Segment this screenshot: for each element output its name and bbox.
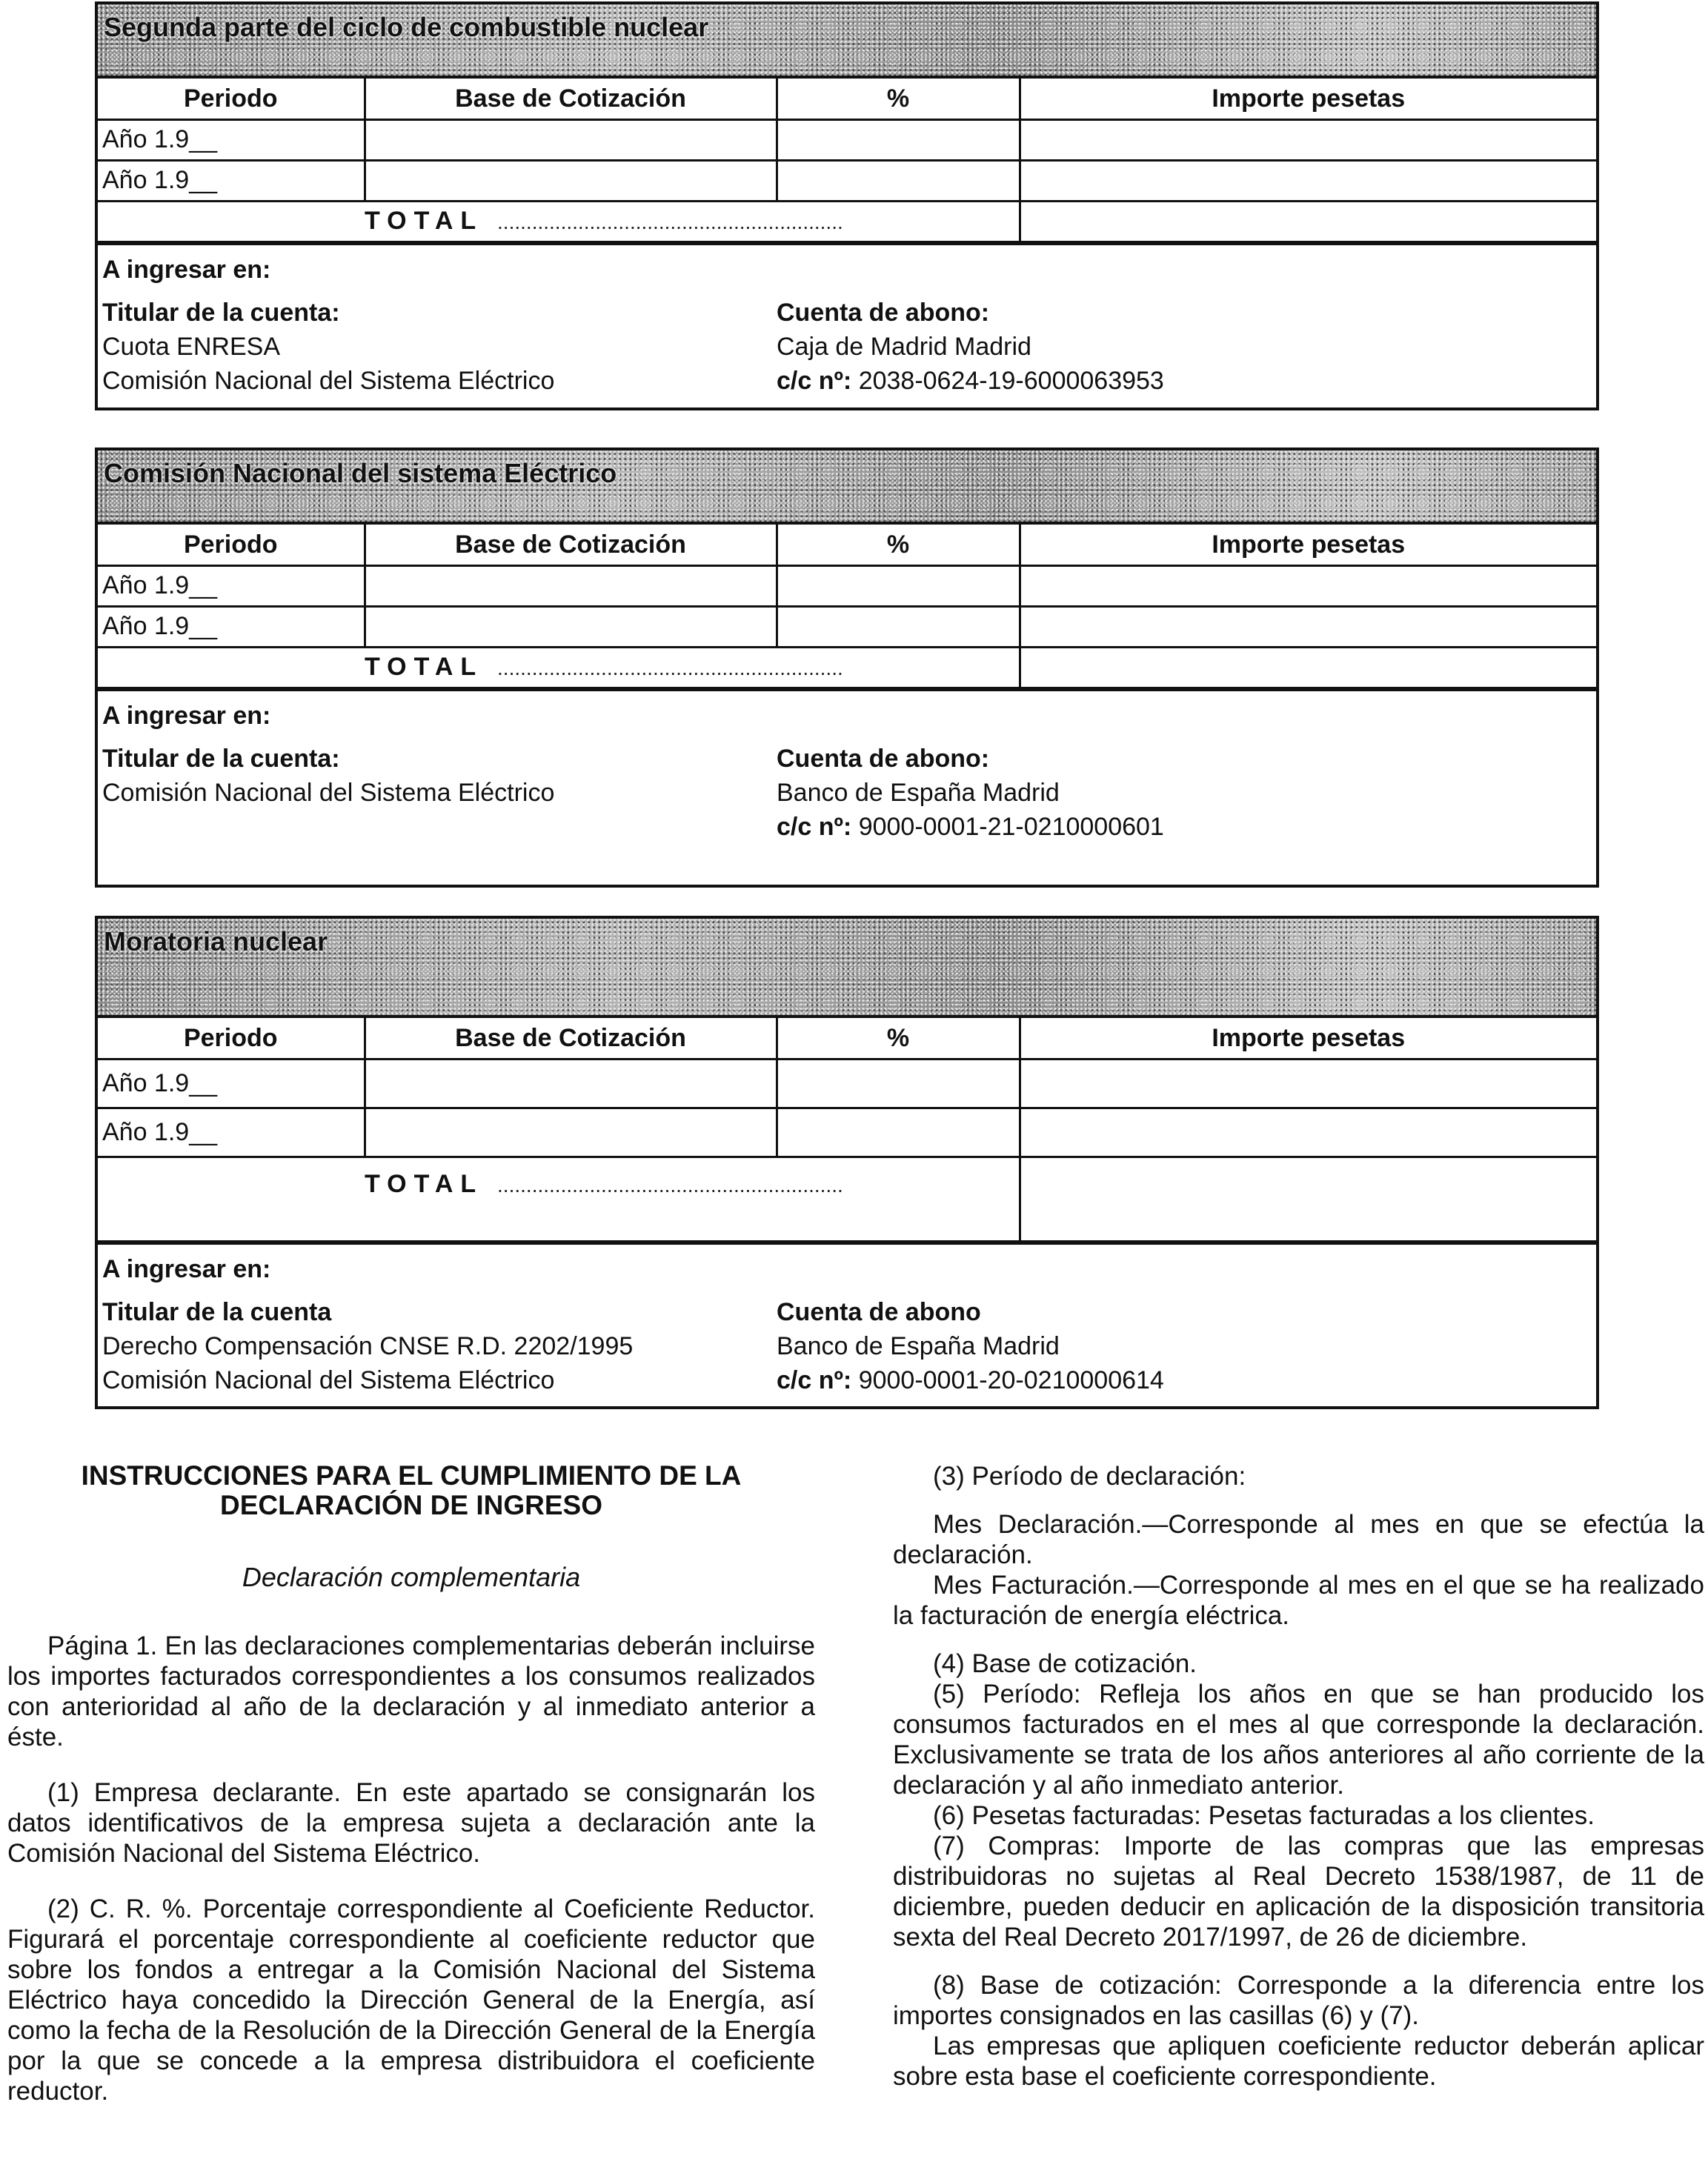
instructions-left-column (7, 1461, 815, 2132)
contribution-table (98, 525, 1596, 689)
cuenta-label: Cuenta de abono: (777, 744, 990, 773)
contribution-table (98, 1018, 1596, 1242)
total-label: TOTAL (365, 207, 483, 235)
titular-line: Derecho Compensación CNSE R.D. 2202/1995 (102, 1331, 634, 1360)
cuenta-label: Cuenta de abono (777, 1297, 981, 1326)
importe-input-cell[interactable] (1020, 606, 1596, 647)
period-cell: Año 1.9__ (98, 1108, 365, 1157)
total-label-cell (98, 201, 1020, 242)
base-input-cell[interactable] (365, 119, 777, 160)
header-periodo: Periodo (98, 525, 365, 565)
total-dots: ............................................................ (497, 1173, 843, 1197)
total-dots: ............................................................ (497, 656, 843, 679)
total-row (98, 1157, 1596, 1241)
ingresar-label: A ingresar en: (102, 255, 271, 284)
header-percent: % (777, 79, 1020, 119)
total-label: TOTAL (365, 1169, 483, 1198)
cc-number: 2038-0624-19-6000063953 (858, 366, 1164, 395)
header-importe: Importe pesetas (1020, 79, 1596, 119)
table-row (98, 606, 1596, 647)
deposit-info (98, 1242, 1596, 1397)
instruction-paragraph: (1) Empresa declarante. En este apartado se consignarán los datos identificativos de la empresa sujeta a declaración ante la Comisión Nacional del Sistema Eléctrico. (7, 1778, 815, 1868)
table-row (98, 565, 1596, 606)
header-periodo: Periodo (98, 1018, 365, 1059)
instructions-title: INSTRUCCIONES PARA EL CUMPLIMIENTO DE LA DECLARACIÓN DE INGRESO (81, 1460, 742, 1520)
header-periodo: Periodo (98, 79, 365, 119)
total-row (98, 647, 1596, 688)
percent-input-cell[interactable] (777, 1108, 1020, 1157)
section-title: Segunda parte del ciclo de combustible nuclear (104, 12, 709, 42)
table-row (98, 1108, 1596, 1157)
period-cell: Año 1.9__ (98, 565, 365, 606)
titular-line: Cuota ENRESA (102, 332, 280, 361)
importe-input-cell[interactable] (1020, 1108, 1596, 1157)
importe-input-cell[interactable] (1020, 1059, 1596, 1108)
titular-line: Comisión Nacional del Sistema Eléctrico (102, 778, 555, 807)
instruction-paragraph: (7) Compras: Importe de las compras que las empresas distribuidoras no sujetas al Real Decreto 1538/1987, de 11 de diciembre, pueden deducir en aplicación de la disposición transitoria sexta del Real Decreto 2017/1997, de 26 de diciembre. (893, 1832, 1704, 1952)
instruction-paragraph: (3) Período de declaración: (933, 1462, 1246, 1491)
total-input-cell[interactable] (1020, 201, 1596, 242)
table-row (98, 1059, 1596, 1108)
contribution-table (98, 79, 1596, 243)
instruction-paragraph: (5) Período: Refleja los años en que se han producido los consumos facturados en el mes al que corresponde la declaración. Exclusivamente se trata de los años anteriores al año corriente de la declaración y al año inmediato anterior. (893, 1680, 1704, 1800)
percent-input-cell[interactable] (777, 606, 1020, 647)
cuenta-bank: Banco de España Madrid (777, 1331, 1060, 1360)
period-cell: Año 1.9__ (98, 119, 365, 160)
cc-number: 9000-0001-20-0210000614 (858, 1365, 1164, 1394)
base-input-cell[interactable] (365, 565, 777, 606)
total-row (98, 201, 1596, 242)
section-ciclo-combustible (95, 1, 1599, 410)
section-title-band (98, 919, 1596, 1018)
instruction-paragraph: (4) Base de cotización. (933, 1649, 1197, 1678)
base-input-cell[interactable] (365, 1108, 777, 1157)
section-title-band (98, 4, 1596, 79)
section-title: Comisión Nacional del sistema Eléctrico (104, 458, 617, 488)
period-cell: Año 1.9__ (98, 606, 365, 647)
instruction-paragraph: Mes Facturación.—Corresponde al mes en el que se ha realizado la facturación de energía eléctrica. (893, 1571, 1704, 1630)
period-cell: Año 1.9__ (98, 1059, 365, 1108)
section-cnse (95, 448, 1599, 888)
section-moratoria-nuclear (95, 916, 1599, 1409)
instruction-paragraph: (2) C. R. %. Porcentaje correspondiente al Coeficiente Reductor. Figurará el porcentaje correspondiente al coeficiente reductor que sobre los fondos a entregar a la Comisión Nacional del Sistema Eléctrico haya concedido la Dirección General de la Energía, así como la fecha de la Resolución de la Dirección General de la Energía por la que se concede a la empresa distribuidora el coeficiente reductor. (7, 1894, 815, 2106)
instruction-paragraph: Mes Declaración.—Corresponde al mes en que se efectúa la declaración. (893, 1510, 1704, 1569)
percent-input-cell[interactable] (777, 119, 1020, 160)
cc-label: c/c nº: (777, 812, 852, 841)
cuenta-label: Cuenta de abono: (777, 298, 990, 327)
section-title: Moratoria nuclear (104, 926, 328, 957)
deposit-info (98, 243, 1596, 398)
titular-label: Titular de la cuenta: (102, 744, 340, 773)
deposit-info (98, 689, 1596, 844)
header-percent: % (777, 525, 1020, 565)
total-input-cell[interactable] (1020, 1157, 1596, 1241)
ingresar-label: A ingresar en: (102, 701, 271, 730)
importe-input-cell[interactable] (1020, 565, 1596, 606)
instruction-paragraph: Página 1. En las declaraciones complementarias deberán incluirse los importes facturados correspondientes a los consumos realizados con anterioridad al año de la declaración y al inmediato anterior a éste. (7, 1631, 815, 1752)
cc-number: 9000-0001-21-0210000601 (858, 812, 1164, 841)
header-base: Base de Cotización (365, 1018, 777, 1059)
table-row (98, 119, 1596, 160)
total-label-cell (98, 1157, 1020, 1241)
titular-label: Titular de la cuenta (102, 1297, 332, 1326)
section-title-band (98, 450, 1596, 525)
header-base: Base de Cotización (365, 79, 777, 119)
header-percent: % (777, 1018, 1020, 1059)
importe-input-cell[interactable] (1020, 119, 1596, 160)
header-base: Base de Cotización (365, 525, 777, 565)
period-cell: Año 1.9__ (98, 160, 365, 201)
table-row (98, 160, 1596, 201)
base-input-cell[interactable] (365, 1059, 777, 1108)
cuenta-bank: Banco de España Madrid (777, 778, 1060, 807)
instruction-paragraph: (6) Pesetas facturadas: Pesetas facturadas a los clientes. (933, 1801, 1595, 1830)
titular-label: Titular de la cuenta: (102, 298, 340, 327)
instructions-right-column (893, 1461, 1704, 2092)
titular-line: Comisión Nacional del Sistema Eléctrico (102, 1365, 555, 1394)
percent-input-cell[interactable] (777, 1059, 1020, 1108)
percent-input-cell[interactable] (777, 160, 1020, 201)
total-label-cell (98, 647, 1020, 688)
cc-label: c/c nº: (777, 366, 852, 395)
cc-label: c/c nº: (777, 1365, 852, 1394)
titular-line: Comisión Nacional del Sistema Eléctrico (102, 366, 555, 395)
header-importe: Importe pesetas (1020, 525, 1596, 565)
header-importe: Importe pesetas (1020, 1018, 1596, 1059)
percent-input-cell[interactable] (777, 565, 1020, 606)
total-input-cell[interactable] (1020, 647, 1596, 688)
instructions-subtitle: Declaración complementaria (242, 1562, 581, 1592)
importe-input-cell[interactable] (1020, 160, 1596, 201)
total-dots: ............................................................ (497, 210, 843, 233)
instruction-paragraph: (8) Base de cotización: Corresponde a la diferencia entre los importes consignados en las casillas (6) y (7). (893, 1971, 1704, 2030)
cuenta-bank: Caja de Madrid Madrid (777, 332, 1031, 361)
base-input-cell[interactable] (365, 160, 777, 201)
base-input-cell[interactable] (365, 606, 777, 647)
instruction-paragraph: Las empresas que apliquen coeficiente reductor deberán aplicar sobre esta base el coeficiente correspondiente. (893, 2032, 1704, 2091)
ingresar-label: A ingresar en: (102, 1254, 271, 1283)
total-label: TOTAL (365, 653, 483, 681)
